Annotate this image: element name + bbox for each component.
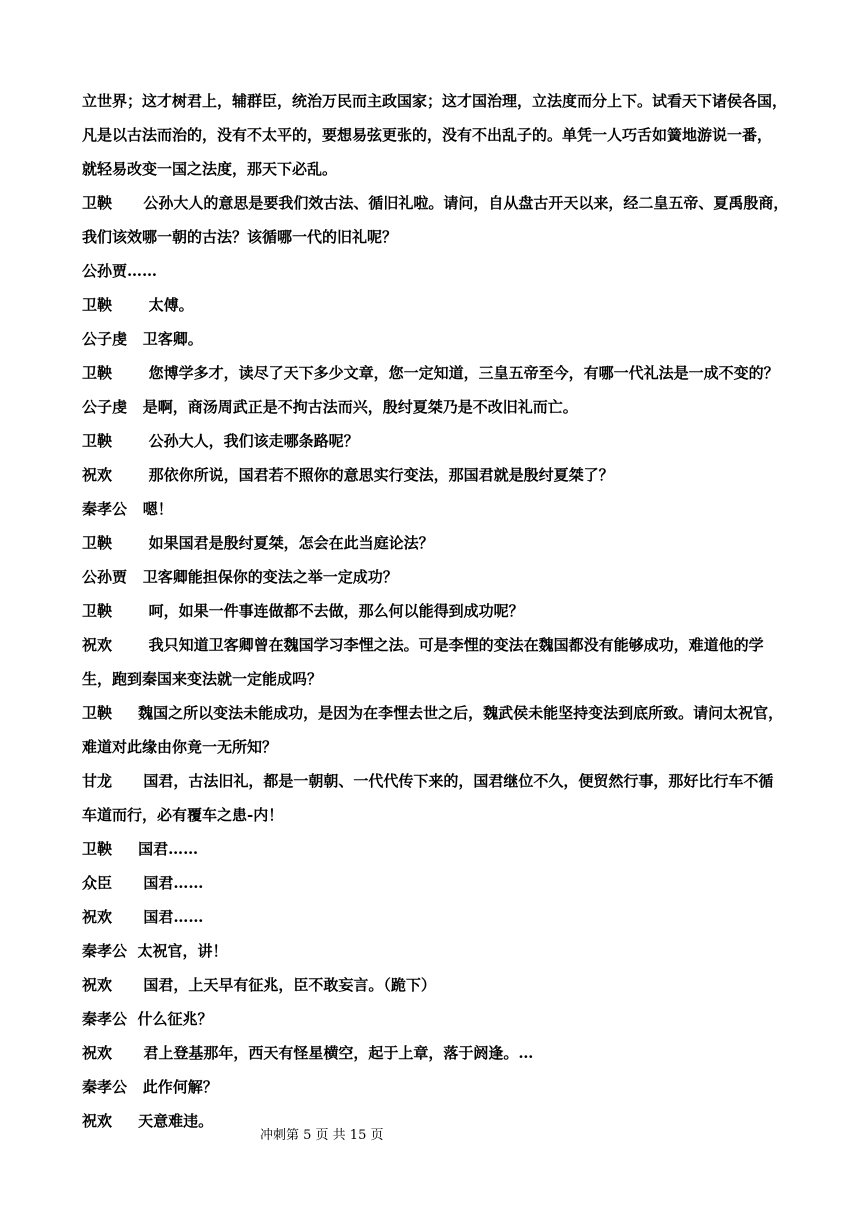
speaker-name: 卫鞅 xyxy=(82,194,113,212)
speaker-name: 祝欢 xyxy=(82,908,113,926)
speech-text: 卫客卿。 xyxy=(142,330,203,348)
dialogue-line xyxy=(82,934,782,968)
speaker-gap xyxy=(112,840,138,858)
dialogue-line xyxy=(82,1036,782,1070)
speech-text: 是啊，商汤周武正是不拘古法而兴，殷纣夏桀乃是不改旧礼而亡。 xyxy=(142,398,578,416)
dialogue-line xyxy=(82,322,782,356)
speaker-name: 甘龙 xyxy=(82,772,113,790)
speaker-gap xyxy=(127,942,137,960)
speech-text: 公孙大人，我们该走哪条路呢？ xyxy=(148,432,359,450)
speech-text: …… xyxy=(127,262,158,280)
dialogue-line xyxy=(82,492,782,526)
speech-text: 什么征兆？ xyxy=(137,1010,213,1028)
speaker-name: 卫鞅 xyxy=(82,840,113,858)
dialogue-line xyxy=(82,186,789,220)
speech-text: 我们该效哪一朝的古法？该循哪一代的旧礼呢？ xyxy=(82,228,398,246)
document-body xyxy=(82,84,789,1138)
speaker-gap xyxy=(127,1010,137,1028)
dialogue-line xyxy=(82,526,782,560)
speech-text: 国君…… xyxy=(143,908,204,926)
speaker-gap xyxy=(127,398,143,416)
speaker-gap xyxy=(127,500,143,518)
speech-text: 您博学多才，读尽了天下多少文章，您一定知道，三皇五帝至今，有哪一代礼法是一成不变的？ xyxy=(148,364,779,382)
speaker-gap xyxy=(112,364,149,382)
speech-text: 君上登基那年，西天有怪星横空，起于上章，落于阏逢。… xyxy=(143,1044,534,1062)
dialogue-line xyxy=(82,424,782,458)
speaker-name: 卫鞅 xyxy=(82,296,113,314)
dialogue-line xyxy=(82,1002,782,1036)
speaker-gap xyxy=(112,296,149,314)
speaker-name: 卫鞅 xyxy=(82,432,113,450)
speech-text: 太傅。 xyxy=(148,296,194,314)
speech-text: 难道对此缘由你竟一无所知？ xyxy=(82,738,278,756)
speaker-name: 公孙贾 xyxy=(82,568,128,586)
speech-text: 国君，上天早有征兆，臣不敢妄言。（跪下） xyxy=(143,976,436,994)
speaker-name: 秦孝公 xyxy=(82,500,128,518)
speaker-gap xyxy=(112,534,149,552)
speaker-gap xyxy=(127,330,143,348)
speech-text: 公孙大人的意思是要我们效古法、循旧礼啦。请问，自从盘古开天以来，经二皇五帝、夏禹殷商， xyxy=(143,194,789,212)
speaker-name: 卫鞅 xyxy=(82,704,113,722)
dialogue-line xyxy=(82,832,782,866)
dialogue-line xyxy=(82,968,782,1002)
speaker-gap xyxy=(112,432,149,450)
speaker-name: 秦孝公 xyxy=(82,1010,128,1028)
opening-line: 立世界；这才树君上，辅群臣，统治万民而主政国家；这才国治理，立法度而分上下。试看天下诸侯各国， xyxy=(82,92,788,110)
speech-text: 卫客卿能担保你的变法之举一定成功？ xyxy=(142,568,398,586)
speaker-name: 公子虔 xyxy=(82,398,128,416)
speaker-gap xyxy=(112,976,143,994)
dialogue-line xyxy=(82,254,782,288)
speaker-name: 秦孝公 xyxy=(82,1078,128,1096)
speaker-gap xyxy=(112,194,143,212)
speaker-name: 秦孝公 xyxy=(82,942,128,960)
speech-text: 嗯！ xyxy=(142,500,173,518)
dialogue-line xyxy=(82,288,782,322)
speech-text: 我只知道卫客卿曾在魏国学习李悝之法。可是李悝的变法在魏国都没有能够成功，难道他的学 xyxy=(148,636,764,654)
speech-text: 天意难违。 xyxy=(138,1112,214,1130)
dialogue-line xyxy=(82,1070,782,1104)
speaker-name: 祝欢 xyxy=(82,1112,113,1130)
dialogue-line xyxy=(82,560,782,594)
dialogue-line xyxy=(82,1104,782,1138)
dialogue-line xyxy=(82,696,782,730)
speaker-name: 公孙贾 xyxy=(82,262,128,280)
speaker-gap xyxy=(112,466,149,484)
dialogue-line xyxy=(82,220,782,254)
speech-text: 国君…… xyxy=(138,840,199,858)
speaker-gap xyxy=(112,1112,138,1130)
speech-text: 国君，古法旧礼，都是一朝朝、一代代传下来的，国君继位不久，便贸然行事，那好比行车不循 xyxy=(143,772,774,790)
speech-text: 呵，如果一件事连做都不去做，那么何以能得到成功呢？ xyxy=(148,602,524,620)
speaker-name: 卫鞅 xyxy=(82,364,113,382)
speech-text: 此作何解？ xyxy=(142,1078,218,1096)
speaker-gap xyxy=(112,602,149,620)
speaker-gap xyxy=(112,772,143,790)
speaker-gap xyxy=(112,1044,143,1062)
dialogue-line xyxy=(82,900,782,934)
speech-text: 那依你所说，国君若不照你的意思实行变法，那国君就是殷纣夏桀了？ xyxy=(148,466,614,484)
speech-text: 魏国之所以变法未能成功，是因为在李悝去世之后，魏武侯未能坚持变法到底所致。请问太祝官， xyxy=(138,704,784,722)
speaker-name: 卫鞅 xyxy=(82,602,113,620)
dialogue-line xyxy=(82,356,782,390)
dialogue-line xyxy=(82,458,782,492)
speech-text: 如果国君是殷纣夏桀，怎会在此当庭论法？ xyxy=(148,534,434,552)
speaker-name: 祝欢 xyxy=(82,976,113,994)
speech-text: 国君…… xyxy=(143,874,204,892)
page-footer: 冲刺第 5 页 共 15 页 xyxy=(260,1128,384,1143)
speaker-gap xyxy=(127,568,143,586)
dialogue-line xyxy=(82,594,782,628)
speaker-gap xyxy=(112,908,143,926)
speaker-name: 祝欢 xyxy=(82,1044,113,1062)
opening-line: 就轻易改变一国之法度，那天下必乱。 xyxy=(82,160,338,178)
speech-text: 生，跑到秦国来变法就一定能成吗？ xyxy=(82,670,323,688)
speaker-name: 众臣 xyxy=(82,874,113,892)
speaker-gap xyxy=(112,704,138,722)
dialogue-line xyxy=(82,390,782,424)
speaker-name: 卫鞅 xyxy=(82,534,113,552)
dialogue-line xyxy=(82,866,782,900)
opening-line: 凡是以古法而治的，没有不太平的，要想易弦更张的，没有不出乱子的。单凭一人巧舌如簧地游说一番， xyxy=(82,126,773,144)
speaker-name: 公子虔 xyxy=(82,330,128,348)
dialogue-line xyxy=(82,662,782,696)
speaker-gap xyxy=(112,874,143,892)
speaker-name: 祝欢 xyxy=(82,466,113,484)
speech-text: 太祝官，讲！ xyxy=(137,942,228,960)
dialogue-line xyxy=(82,764,782,798)
speaker-name: 祝欢 xyxy=(82,636,113,654)
speech-text: 车道而行，必有覆车之患-内！ xyxy=(82,806,284,824)
speaker-gap xyxy=(112,636,149,654)
dialogue-line xyxy=(82,730,782,764)
speaker-gap xyxy=(127,1078,143,1096)
dialogue-line xyxy=(82,628,782,662)
dialogue-line xyxy=(82,798,782,832)
